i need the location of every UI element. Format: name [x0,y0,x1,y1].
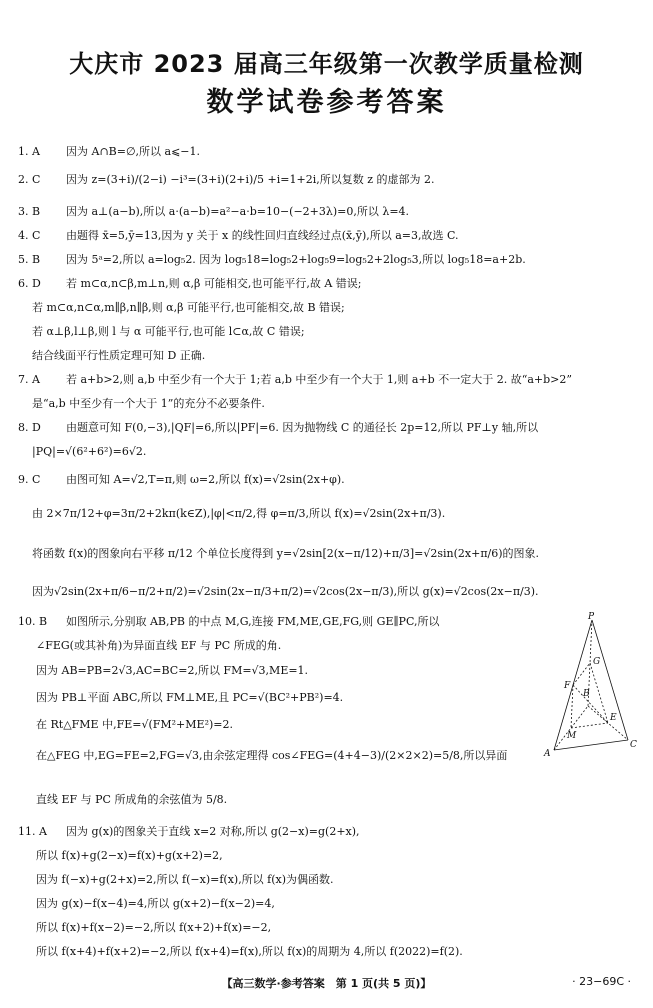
answer-number: 1. A [18,145,40,158]
answer-q2 [18,172,435,187]
answer-q8 [18,420,538,435]
label-g: G [593,657,601,667]
answer-q11-line: 因为 f(−x)+g(2+x)=2,所以 f(−x)=f(x),所以 f(x)为偶函数. [36,873,334,886]
label-p: P [588,612,595,622]
answer-text: 若 a+b>2,则 a,b 中至少有一个大于 1;若 a,b 中至少有一个大于 1,则 a+b 不一定大于 2. 故“a+b>2” [66,373,572,386]
label-c: C [630,740,637,750]
answer-q3 [18,204,409,219]
answer-number: 3. B [18,205,41,218]
answer-q10-line: ∠FEG(或其补角)为异面直线 EF 与 PC 所成的角. [36,639,282,652]
answer-text: 因为 z=(3+i)/(2−i) −i³=(3+i)(2+i)/5 +i=1+2i,所以复数 z 的虚部为 2. [66,173,435,186]
answer-q6-line: 若 α⊥β,l⊥β,则 l 与 α 可能平行,也可能 l⊂α,故 C 错误; [32,325,305,338]
segment-me [571,723,608,728]
answer-q9 [18,472,345,487]
answer-q10-line: 因为 PB⊥平面 ABC,所以 FM⊥ME,且 PC=√(BC²+PB²)=4. [36,691,344,704]
answer-text: 因为 A∩B=∅,所以 a⩽−1. [66,145,201,158]
label-m: M [567,731,577,741]
document-subtitle: 数学试卷参考答案 [206,87,447,118]
answer-q11-line: 因为 g(x)−f(x−4)=4,所以 g(x+2)−f(x−2)=4, [36,897,275,910]
answer-number: 7. A [18,373,40,386]
answer-q10 [18,614,439,629]
edge-ac [554,740,628,750]
answer-number: 5. B [18,253,41,266]
answer-q5 [18,252,526,267]
answer-q9-line: 因为√2sin(2x+π/6−π/2+π/2)=√2sin(2x−π/3+π/2)=√2cos(2x−π/3),所以 g(x)=√2cos(2x−π/3). [32,585,539,598]
answer-text: 因为 5ᵃ=2,所以 a=log₅2. 因为 log₅18=log₅2+log₅9=log₅2+2log₅3,所以 log₅18=a+2b. [66,253,526,266]
answer-q6-line: 若 m⊂α,n⊂α,m∥β,n∥β,则 α,β 可能平行,也可能相交,故 B 错误; [32,301,345,314]
answer-number: 2. C [18,173,41,186]
answer-text: 若 m⊂α,n⊂β,m⊥n,则 α,β 可能相交,也可能平行,故 A 错误; [66,277,362,290]
answer-q9-line: 由 2×7π/12+φ=3π/2+2kπ(k∈Z),|φ|<π/2,得 φ=π/3,所以 f(x)=√2sin(2x+π/3). [32,507,446,520]
segment-ge [590,663,608,723]
answer-q10-line: 因为 AB=PB=2√3,AC=BC=2,所以 FM=√3,ME=1. [36,664,309,677]
answer-q10-line: 在 Rt△FME 中,FE=√(FM²+ME²)=2. [36,718,233,731]
document-code: · 23−69C · [572,975,631,988]
answer-q11-line: 所以 f(x)+g(2−x)=f(x)+g(x+2)=2, [36,849,223,862]
answer-q6 [18,276,362,291]
answer-text: 由图可知 A=√2,T=π,则 ω=2,所以 f(x)=√2sin(2x+φ). [66,473,345,486]
answer-q9-line: 将函数 f(x)的图象向右平移 π/12 个单位长度得到 y=√2sin[2(x−π/12)+π/3]=√2sin(2x+π/6)的图象. [32,547,540,560]
tetrahedron-figure [540,610,640,760]
label-a: A [544,749,551,759]
answer-number: 11. A [18,825,47,838]
answer-q11 [18,824,360,839]
answer-text: 由题意可知 F(0,−3),|QF|=6,所以|PF|=6. 因为抛物线 C 的通径长 2p=12,所以 PF⊥y 轴,所以 [66,421,539,434]
answer-q7-line: 是“a,b 中至少有一个大于 1”的充分不必要条件. [32,397,265,410]
answer-q1 [18,144,200,159]
answer-q7 [18,372,572,387]
answer-number: 10. B [18,615,48,628]
answer-number: 9. C [18,473,41,486]
label-e: E [610,713,617,723]
answer-q10-line: 在△FEG 中,EG=FE=2,FG=√3,由余弦定理得 cos∠FEG=(4+4−3)/(2×2×2)=5/8,所以异面 [36,749,508,762]
answer-number: 6. D [18,277,41,290]
answer-text: 因为 g(x)的图象关于直线 x=2 对称,所以 g(2−x)=g(2+x), [66,825,360,838]
answer-text: 由题得 x̄=5,ȳ=13,因为 y 关于 x 的线性回归直线经过点(x̄,ȳ),所以 a=3,故选 C. [66,229,459,242]
answer-q8-line: |PQ|=√(6²+6²)=6√2. [32,445,147,458]
answer-q4 [18,228,459,243]
answer-q11-line: 所以 f(x)+f(x−2)=−2,所以 f(x+2)+f(x)=−2, [36,921,272,934]
label-b: B [583,689,590,699]
answer-q11-line: 所以 f(x+4)+f(x+2)=−2,所以 f(x+4)=f(x),所以 f(x)的周期为 4,所以 f(2022)=f(2). [36,945,463,958]
answer-q6-line: 结合线面平行性质定理可知 D 正确. [32,349,206,362]
answer-number: 8. D [18,421,41,434]
page-footer: 【高三数学·参考答案 第 1 页(共 5 页)】 [221,977,432,990]
answer-text: 如图所示,分别取 AB,PB 的中点 M,G,连接 FM,ME,GE,FG,则 GE∥PC,所以 [66,615,440,628]
segment-fe [573,685,608,723]
answer-q10-line: 直线 EF 与 PC 所成角的余弦值为 5/8. [36,793,228,806]
document-title: 大庆市 2023 届高三年级第一次教学质量检测 [69,50,584,78]
answer-number: 4. C [18,229,41,242]
segment-fg [573,663,590,685]
answer-text: 因为 a⊥(a−b),所以 a·(a−b)=a²−a·b=10−(−2+3λ)=0,所以 λ=4. [66,205,410,218]
label-f: F [564,681,571,691]
